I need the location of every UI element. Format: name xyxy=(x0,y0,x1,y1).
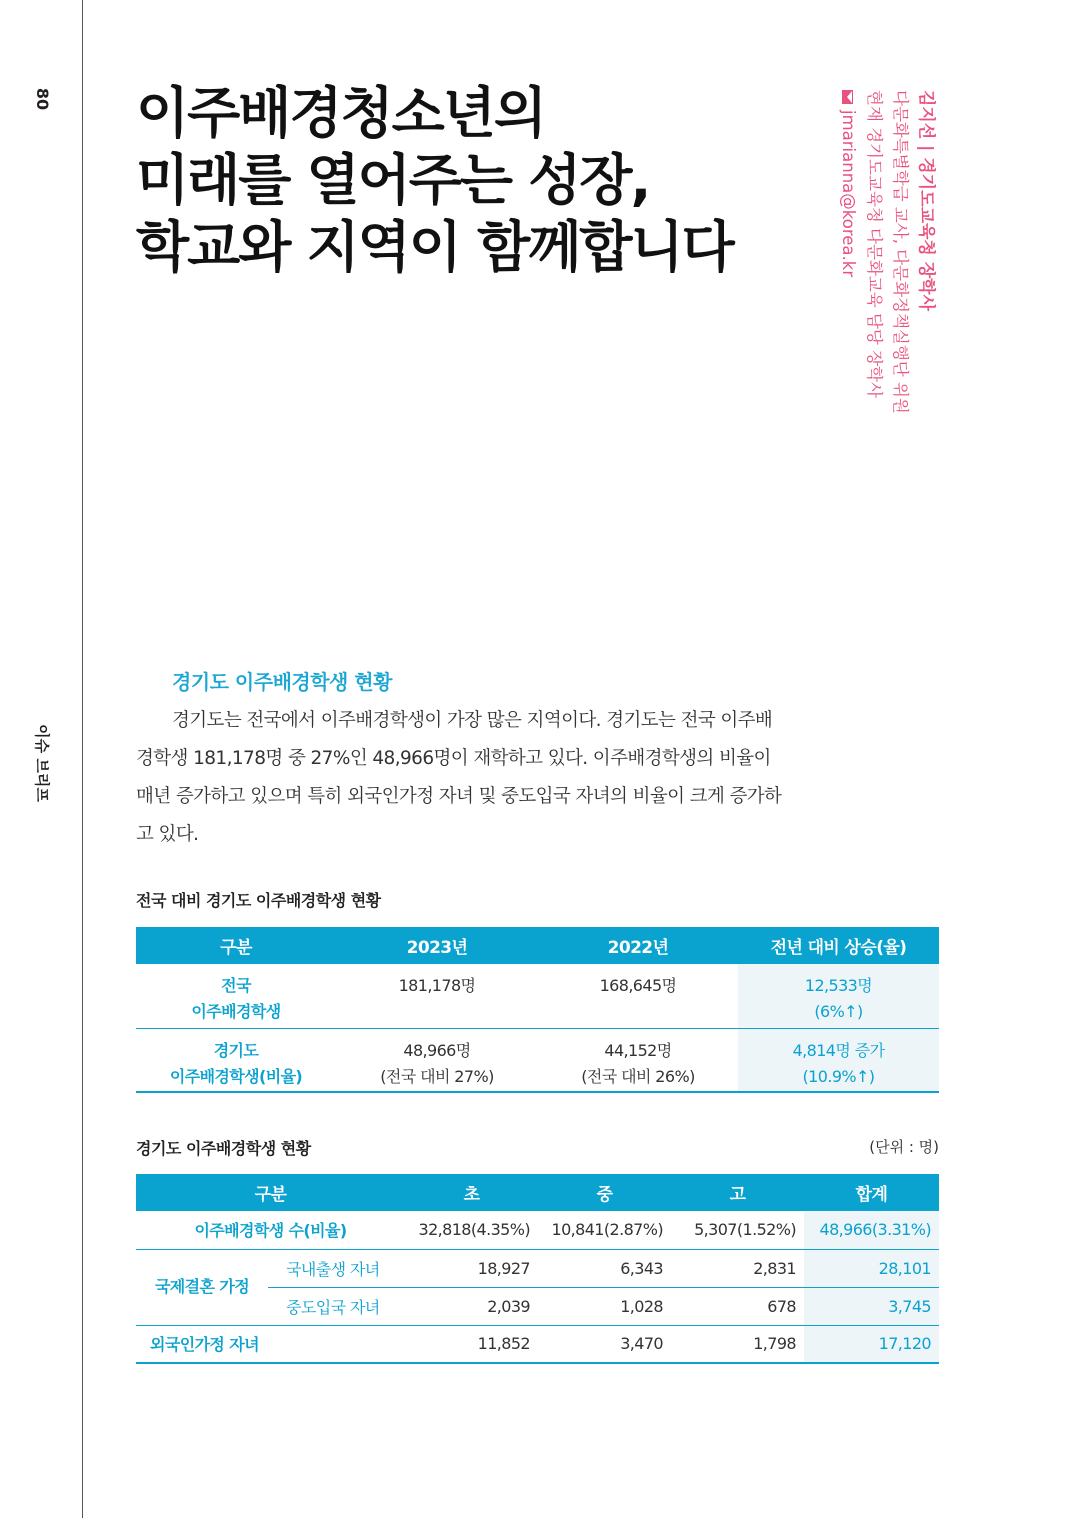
table-row xyxy=(136,964,939,1028)
table-row xyxy=(136,1028,939,1092)
margin-rule xyxy=(82,0,83,1518)
table-header-row xyxy=(136,1174,939,1211)
unit-label: (단위 : 명) xyxy=(869,1138,939,1156)
gyeonggi-status-table xyxy=(136,1174,939,1364)
title-line-2: 미래를 열어주는 성장, xyxy=(136,148,650,212)
cell-2022: 44,152명 (전국 대비 26%) xyxy=(538,1028,738,1092)
author-name: 김지선 | 경기도교육청 장학사 xyxy=(916,90,936,312)
header-cell: 2022년 xyxy=(538,927,738,964)
header-cell: 합계 xyxy=(804,1174,939,1211)
author-byline xyxy=(812,90,942,414)
table-row: 중도입국 자녀 2,039 1,028 678 3,745 xyxy=(136,1287,939,1325)
cell-2022: 168,645명 xyxy=(538,964,738,1028)
section-heading: 경기도 이주배경학생 현황 xyxy=(172,670,392,694)
body-paragraph: 경기도는 전국에서 이주배경학생이 가장 많은 지역이다. 경기도는 전국 이주배경학생 181,178명 중 27%인 48,966명이 재학하고 있다. 이주배경학생의 비율이 매년 증가하고 있으며 특히 외국인가정 자녀 및 중도입국 자녀의 비율이 크게 증가하고 있다. xyxy=(136,710,782,845)
cell-rise: 4,814명 증가 (10.9%↑) xyxy=(738,1028,939,1092)
group-label: 국제결혼 가정 xyxy=(136,1249,268,1325)
header-cell: 2023년 xyxy=(336,927,538,964)
page-number: 80 xyxy=(33,87,52,111)
section-label: 이슈 브리프 xyxy=(33,724,51,802)
row-label: 국내출생 자녀 xyxy=(268,1249,405,1287)
row-label: 전국 이주배경학생 xyxy=(136,964,336,1028)
row-label: 중도입국 자녀 xyxy=(268,1287,405,1325)
header-cell: 구분 xyxy=(136,1174,405,1211)
author-role-2: 현재 경기도교육청 다문화교육 담당 장학사 xyxy=(865,90,884,398)
title-line-1: 이주배경청소년의 xyxy=(136,81,546,145)
cell-2023: 181,178명 xyxy=(336,964,538,1028)
cell-rise: 12,533명 (6%↑) xyxy=(738,964,939,1028)
article-title xyxy=(136,80,816,281)
author-email[interactable]: jmarianna@korea.kr xyxy=(839,110,858,278)
author-role-1: 다문화특별학급 교사, 다문화정책실행단 위원 xyxy=(891,90,910,414)
cell-2023: 48,966명 (전국 대비 27%) xyxy=(336,1028,538,1092)
title-line-3: 학교와 지역이 함께합니다 xyxy=(136,215,733,279)
header-cell: 전년 대비 상승(율) xyxy=(738,927,939,964)
table1-caption: 전국 대비 경기도 이주배경학생 현황 xyxy=(136,891,381,910)
table-header-row xyxy=(136,927,939,964)
table2-caption: 경기도 이주배경학생 현황 xyxy=(136,1139,311,1158)
table-row: 국제결혼 가정 국내출생 자녀 18,927 6,343 2,831 28,101 xyxy=(136,1249,939,1287)
table-row: 외국인가정 자녀 11,852 3,470 1,798 17,120 xyxy=(136,1325,939,1363)
row-label: 이주배경학생 수(비율) xyxy=(136,1211,405,1249)
national-comparison-table xyxy=(136,927,939,1093)
header-cell: 구분 xyxy=(136,927,336,964)
row-label: 외국인가정 자녀 xyxy=(136,1325,405,1363)
table-row: 이주배경학생 수(비율) 32,818(4.35%) 10,841(2.87%) 5,307(1.52%) 48,966(3.31%) xyxy=(136,1211,939,1249)
header-cell: 중 xyxy=(538,1174,671,1211)
header-cell: 고 xyxy=(671,1174,804,1211)
header-cell: 초 xyxy=(405,1174,538,1211)
mail-icon xyxy=(842,90,853,104)
row-label: 경기도 이주배경학생(비율) xyxy=(136,1028,336,1092)
